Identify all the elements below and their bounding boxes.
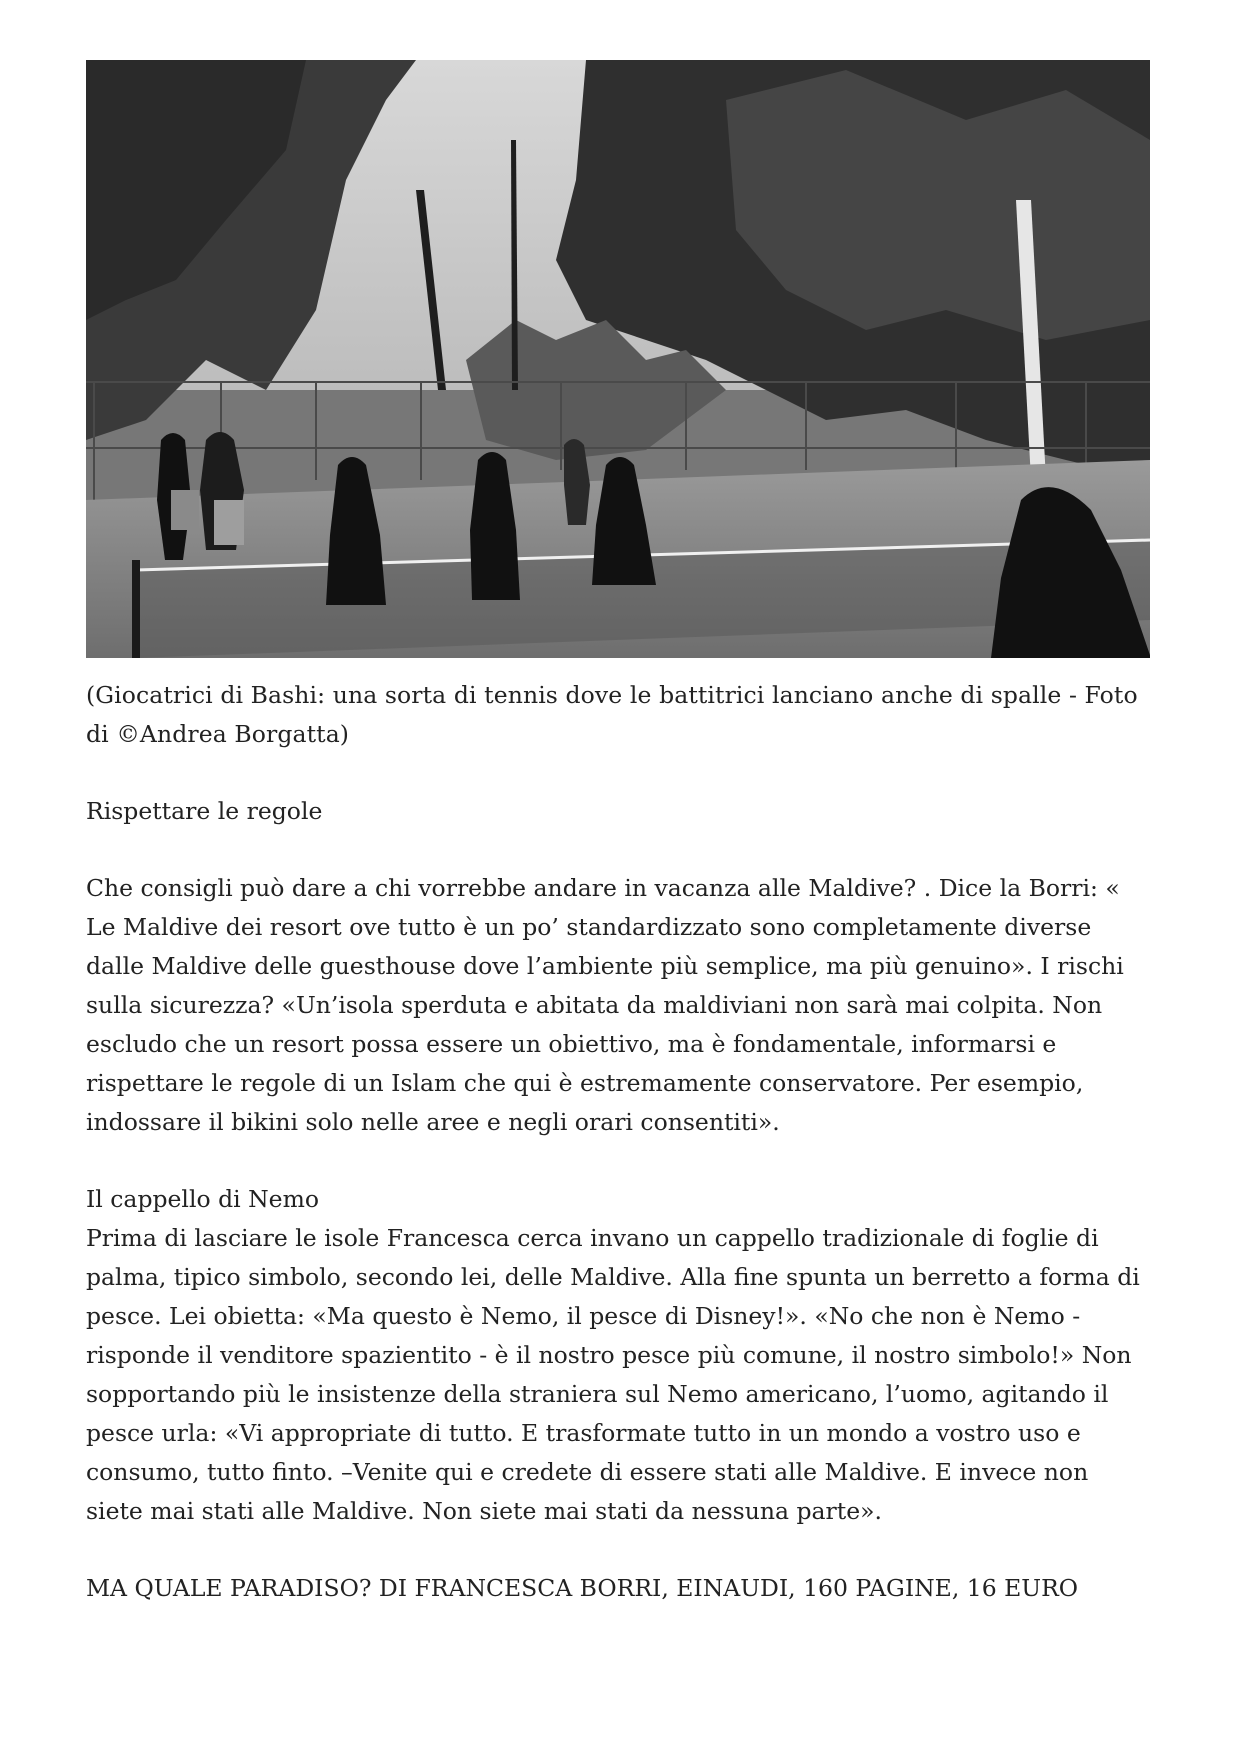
paragraph-advice: Che consigli può dare a chi vorrebbe andare in vacanza alle Maldive? . Dice la Borri: « Le Maldive dei resort ove tutto è un po’ standardizzato sono completamente diverse dalle Maldive delle guesthouse dove l’ambiente più semplice, ma più genuino». I rischi sulla sicurezza? «Un’isola sperduta e abitata da maldiviani non sarà mai colpita. Non escludo che un resort possa essere un obiettivo, ma è fondamentale, informarsi e rispettare le regole di un Islam che qui è estremamente conservatore. Per esempio, indossare il bikini solo nelle aree e negli orari consentiti». xyxy=(86,874,1124,1136)
paragraph-nemo-hat: Prima di lasciare le isole Francesca cerca invano un cappello tradizionale di foglie di palma, tipico simbolo, secondo lei, delle Maldive. Alla fine spunta un berretto a forma di pesce. Lei obietta: «Ma questo è Nemo, il pesce di Disney!». «No che non è Nemo - risponde il venditore spazientito - è il nostro pesce più comune, il nostro simbolo!» Non sopportando più le insistenze della straniera sul Nemo americano, l’uomo, agitando il pesce urla: «Vi appropriate di tutto. E trasformate tutto in un mondo a vostro uso e consumo, tutto finto. –Venite qui e credete di essere stati alle Maldive. E invece non siete mai stati alle Maldive. Non siete mai stati da nessuna parte». xyxy=(86,1224,1140,1525)
book-info: MA QUALE PARADISO? DI FRANCESCA BORRI, EINAUDI, 160 PAGINE, 16 EURO xyxy=(86,1574,1079,1602)
spacer xyxy=(86,1142,1150,1180)
section-heading-rules: Rispettare le regole xyxy=(86,797,323,825)
spacer xyxy=(86,1531,1150,1569)
spacer xyxy=(86,754,1150,792)
photo-caption: (Giocatrici di Bashi: una sorta di tennis dove le battitrici lanciano anche di spalle - Foto di ©Andrea Borgatta) xyxy=(86,681,1138,748)
section-heading-nemo-hat: Il cappello di Nemo xyxy=(86,1185,320,1213)
article-page xyxy=(86,60,1150,1608)
spacer xyxy=(86,831,1150,869)
bashi-players-photo xyxy=(86,60,1150,658)
